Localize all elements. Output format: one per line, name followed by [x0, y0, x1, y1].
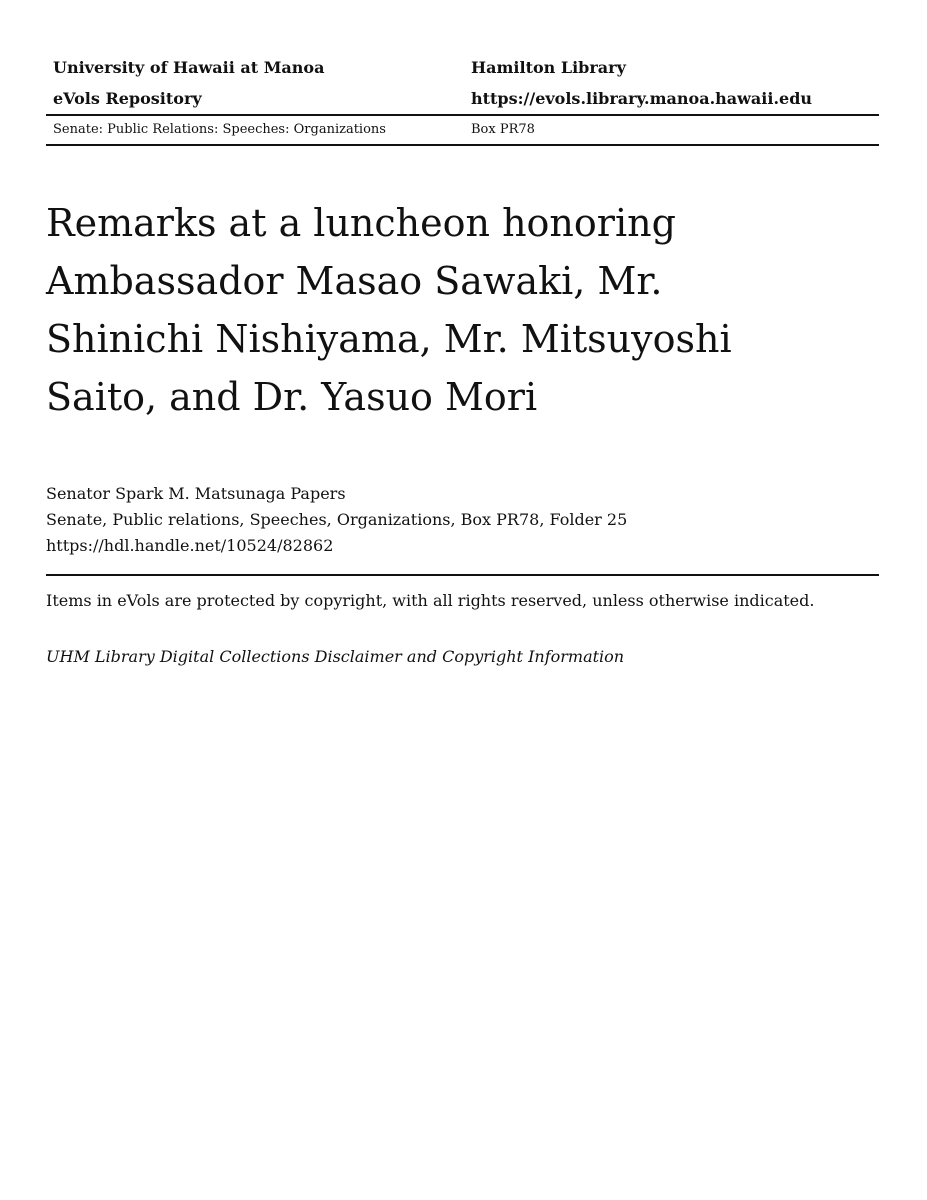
document-title: Remarks at a luncheon honoring Ambassador Masao Sawaki, Mr. Shinichi Nishiyama, Mr. Mitsuyoshi Saito, and Dr. Yasuo Mori [46, 201, 732, 419]
box-label: Box PR78 [471, 122, 535, 137]
institution-name: University of Hawaii at Manoa [53, 58, 325, 77]
header-right-column [471, 52, 879, 114]
folder-location: Senate, Public relations, Speeches, Organizations, Box PR78, Folder 25 [46, 510, 628, 529]
header-left-column [46, 52, 471, 114]
disclaimer-link[interactable]: UHM Library Digital Collections Disclaimer and Copyright Information [46, 647, 625, 666]
rights-statement: Items in eVols are protected by copyright, with all rights reserved, unless otherwise indicated. [46, 591, 815, 610]
repository-name: eVols Repository [53, 89, 202, 108]
header-top-row [46, 52, 879, 114]
cover-page [46, 52, 879, 669]
header-sub-row [46, 116, 879, 144]
header-divider-bottom [46, 144, 879, 146]
document-metadata [46, 481, 879, 559]
repository-url[interactable]: https://evols.library.manoa.hawaii.edu [471, 89, 813, 108]
footer-divider [46, 574, 879, 576]
library-name: Hamilton Library [471, 58, 626, 77]
handle-link[interactable]: https://hdl.handle.net/10524/82862 [46, 536, 334, 555]
collection-name: Senator Spark M. Matsunaga Papers [46, 484, 346, 503]
collection-path: Senate: Public Relations: Speeches: Organizations [53, 122, 386, 137]
